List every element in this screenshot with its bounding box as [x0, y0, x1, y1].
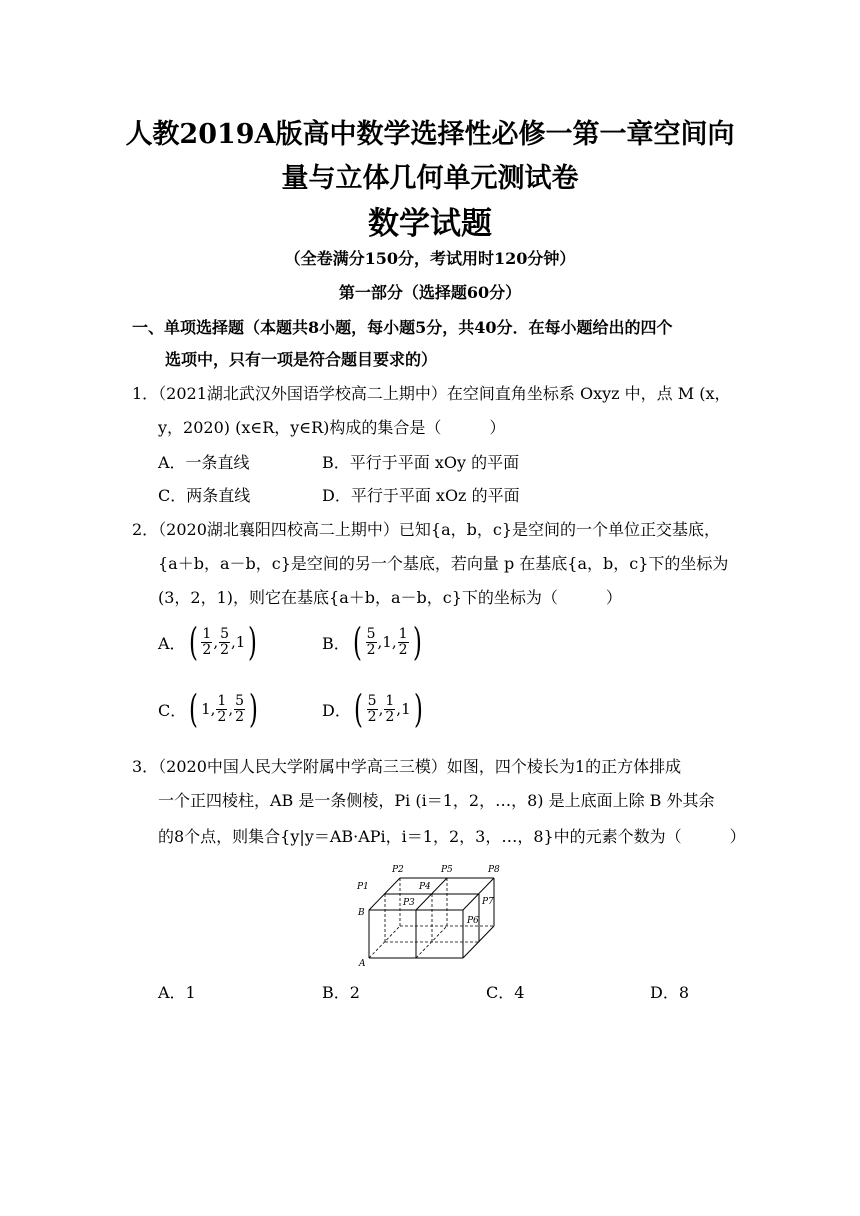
fraction: 5 2: [367, 692, 377, 725]
q1-option-a[interactable]: A．一条直线: [158, 453, 250, 472]
integer: 1: [201, 700, 211, 718]
paren-close: ): [412, 620, 422, 664]
q2-option-c-value: [186, 687, 261, 731]
q1-option-d[interactable]: D．平行于平面 xOz 的平面: [322, 486, 520, 505]
title-line-1: 人教2019A版高中数学选择性必修一第一章空间向: [125, 119, 735, 150]
paren-open: (: [188, 620, 198, 664]
q3-line-1: 3．（2020中国人民大学附属中学高三三模）如图，四个棱长为1的正方体排成: [132, 757, 682, 776]
label-p6: P6: [467, 916, 479, 926]
comma: ,: [210, 700, 216, 718]
label-p2: P2: [392, 865, 404, 875]
q2-option-b-label: B．: [322, 633, 350, 653]
q2-line-3: (3，2，1)，则它在基底{a＋b，a－b，c}下的坐标为（ ）: [158, 588, 622, 607]
paren-open: (: [353, 687, 363, 731]
q2-option-a-value: [186, 620, 261, 664]
paren-open: (: [189, 687, 199, 731]
fraction: 5 2: [366, 625, 376, 658]
label-p1: P1: [357, 882, 369, 892]
q3-line-3: 的8个点，则集合{y|y＝AB·APi，i＝1，2，3，…，8}中的元素个数为（ ）: [158, 827, 746, 846]
label-p8: P8: [488, 865, 500, 875]
fraction: 1 2: [385, 692, 395, 725]
label-a: A: [359, 959, 366, 968]
comma: ,: [391, 633, 397, 651]
q2-option-c-label: C．: [158, 700, 187, 720]
section-heading-line-1: 一、单项选择题（本题共8小题，每小题5分，共40分．在每小题给出的四个: [132, 318, 673, 337]
paren-close: ): [413, 687, 423, 731]
paren-close: ): [248, 687, 258, 731]
q2-option-d-label: D．: [322, 700, 351, 720]
fraction: 1 2: [398, 625, 408, 658]
q2-option-c[interactable]: [158, 687, 261, 731]
paren-close: ): [248, 620, 258, 664]
q2-line-1: 2．（2020湖北襄阳四校高二上期中）已知{a，b，c}是空间的一个单位正交基底，: [132, 520, 721, 539]
q2-option-a[interactable]: [158, 620, 260, 664]
integer: 1: [401, 700, 411, 718]
comma: ,: [378, 700, 384, 718]
fraction: 1 2: [202, 625, 212, 658]
title-line-2: 量与立体几何单元测试卷: [281, 163, 579, 194]
q2-option-d-value: [351, 687, 426, 731]
section-heading-line-2: 选项中，只有一项是符合题目要求的）: [165, 350, 438, 369]
part-heading: 第一部分（选择题60分）: [338, 283, 522, 302]
q1-line-1: 1．（2021湖北武汉外国语学校高二上期中）在空间直角坐标系 Oxyz 中，点 M (x，: [132, 384, 731, 403]
paren-open: (: [352, 620, 362, 664]
label-p4: P4: [419, 882, 431, 892]
comma: ,: [377, 633, 383, 651]
q2-option-b[interactable]: [322, 620, 424, 664]
label-p7: P7: [482, 897, 494, 907]
q1-line-2: y，2020) (x∈R，y∈R)构成的集合是（ ）: [158, 418, 506, 437]
fraction: 5 2: [235, 692, 245, 725]
label-p3: P3: [403, 898, 415, 908]
integer: 1: [235, 633, 246, 651]
label-b: B: [358, 908, 365, 918]
label-p5: P5: [441, 865, 453, 875]
comma: ,: [231, 633, 236, 651]
fraction: 1 2: [217, 692, 227, 725]
q1-option-b[interactable]: B．平行于平面 xOy 的平面: [322, 453, 520, 472]
q2-option-b-value: [350, 620, 425, 664]
q2-option-d[interactable]: [322, 687, 425, 731]
comma: ,: [228, 700, 234, 718]
q3-option-b[interactable]: B．2: [322, 983, 360, 1002]
comma: ,: [213, 633, 219, 651]
prism-figure: [355, 858, 505, 968]
q3-option-d[interactable]: D．8: [650, 983, 690, 1002]
integer: 1: [382, 633, 392, 651]
q1-option-c[interactable]: C．两条直线: [158, 486, 251, 505]
exam-info: （全卷满分150分，考试用时120分钟）: [284, 249, 576, 268]
q3-line-2: 一个正四棱柱，AB 是一条侧棱，Pi (i＝1，2，…，8) 是上底面上除 B 外其余: [158, 791, 715, 810]
q3-option-c[interactable]: C．4: [486, 983, 525, 1002]
page-title: 数学试题: [368, 206, 492, 242]
q2-option-a-label: A．: [158, 633, 186, 653]
comma: ,: [396, 700, 402, 718]
fraction: 5 2: [220, 625, 230, 658]
q2-line-2: {a＋b，a－b，c}是空间的另一个基底，若向量 p 在基底{a，b，c}下的坐标为: [158, 554, 729, 573]
q3-option-a[interactable]: A．1: [158, 983, 196, 1002]
